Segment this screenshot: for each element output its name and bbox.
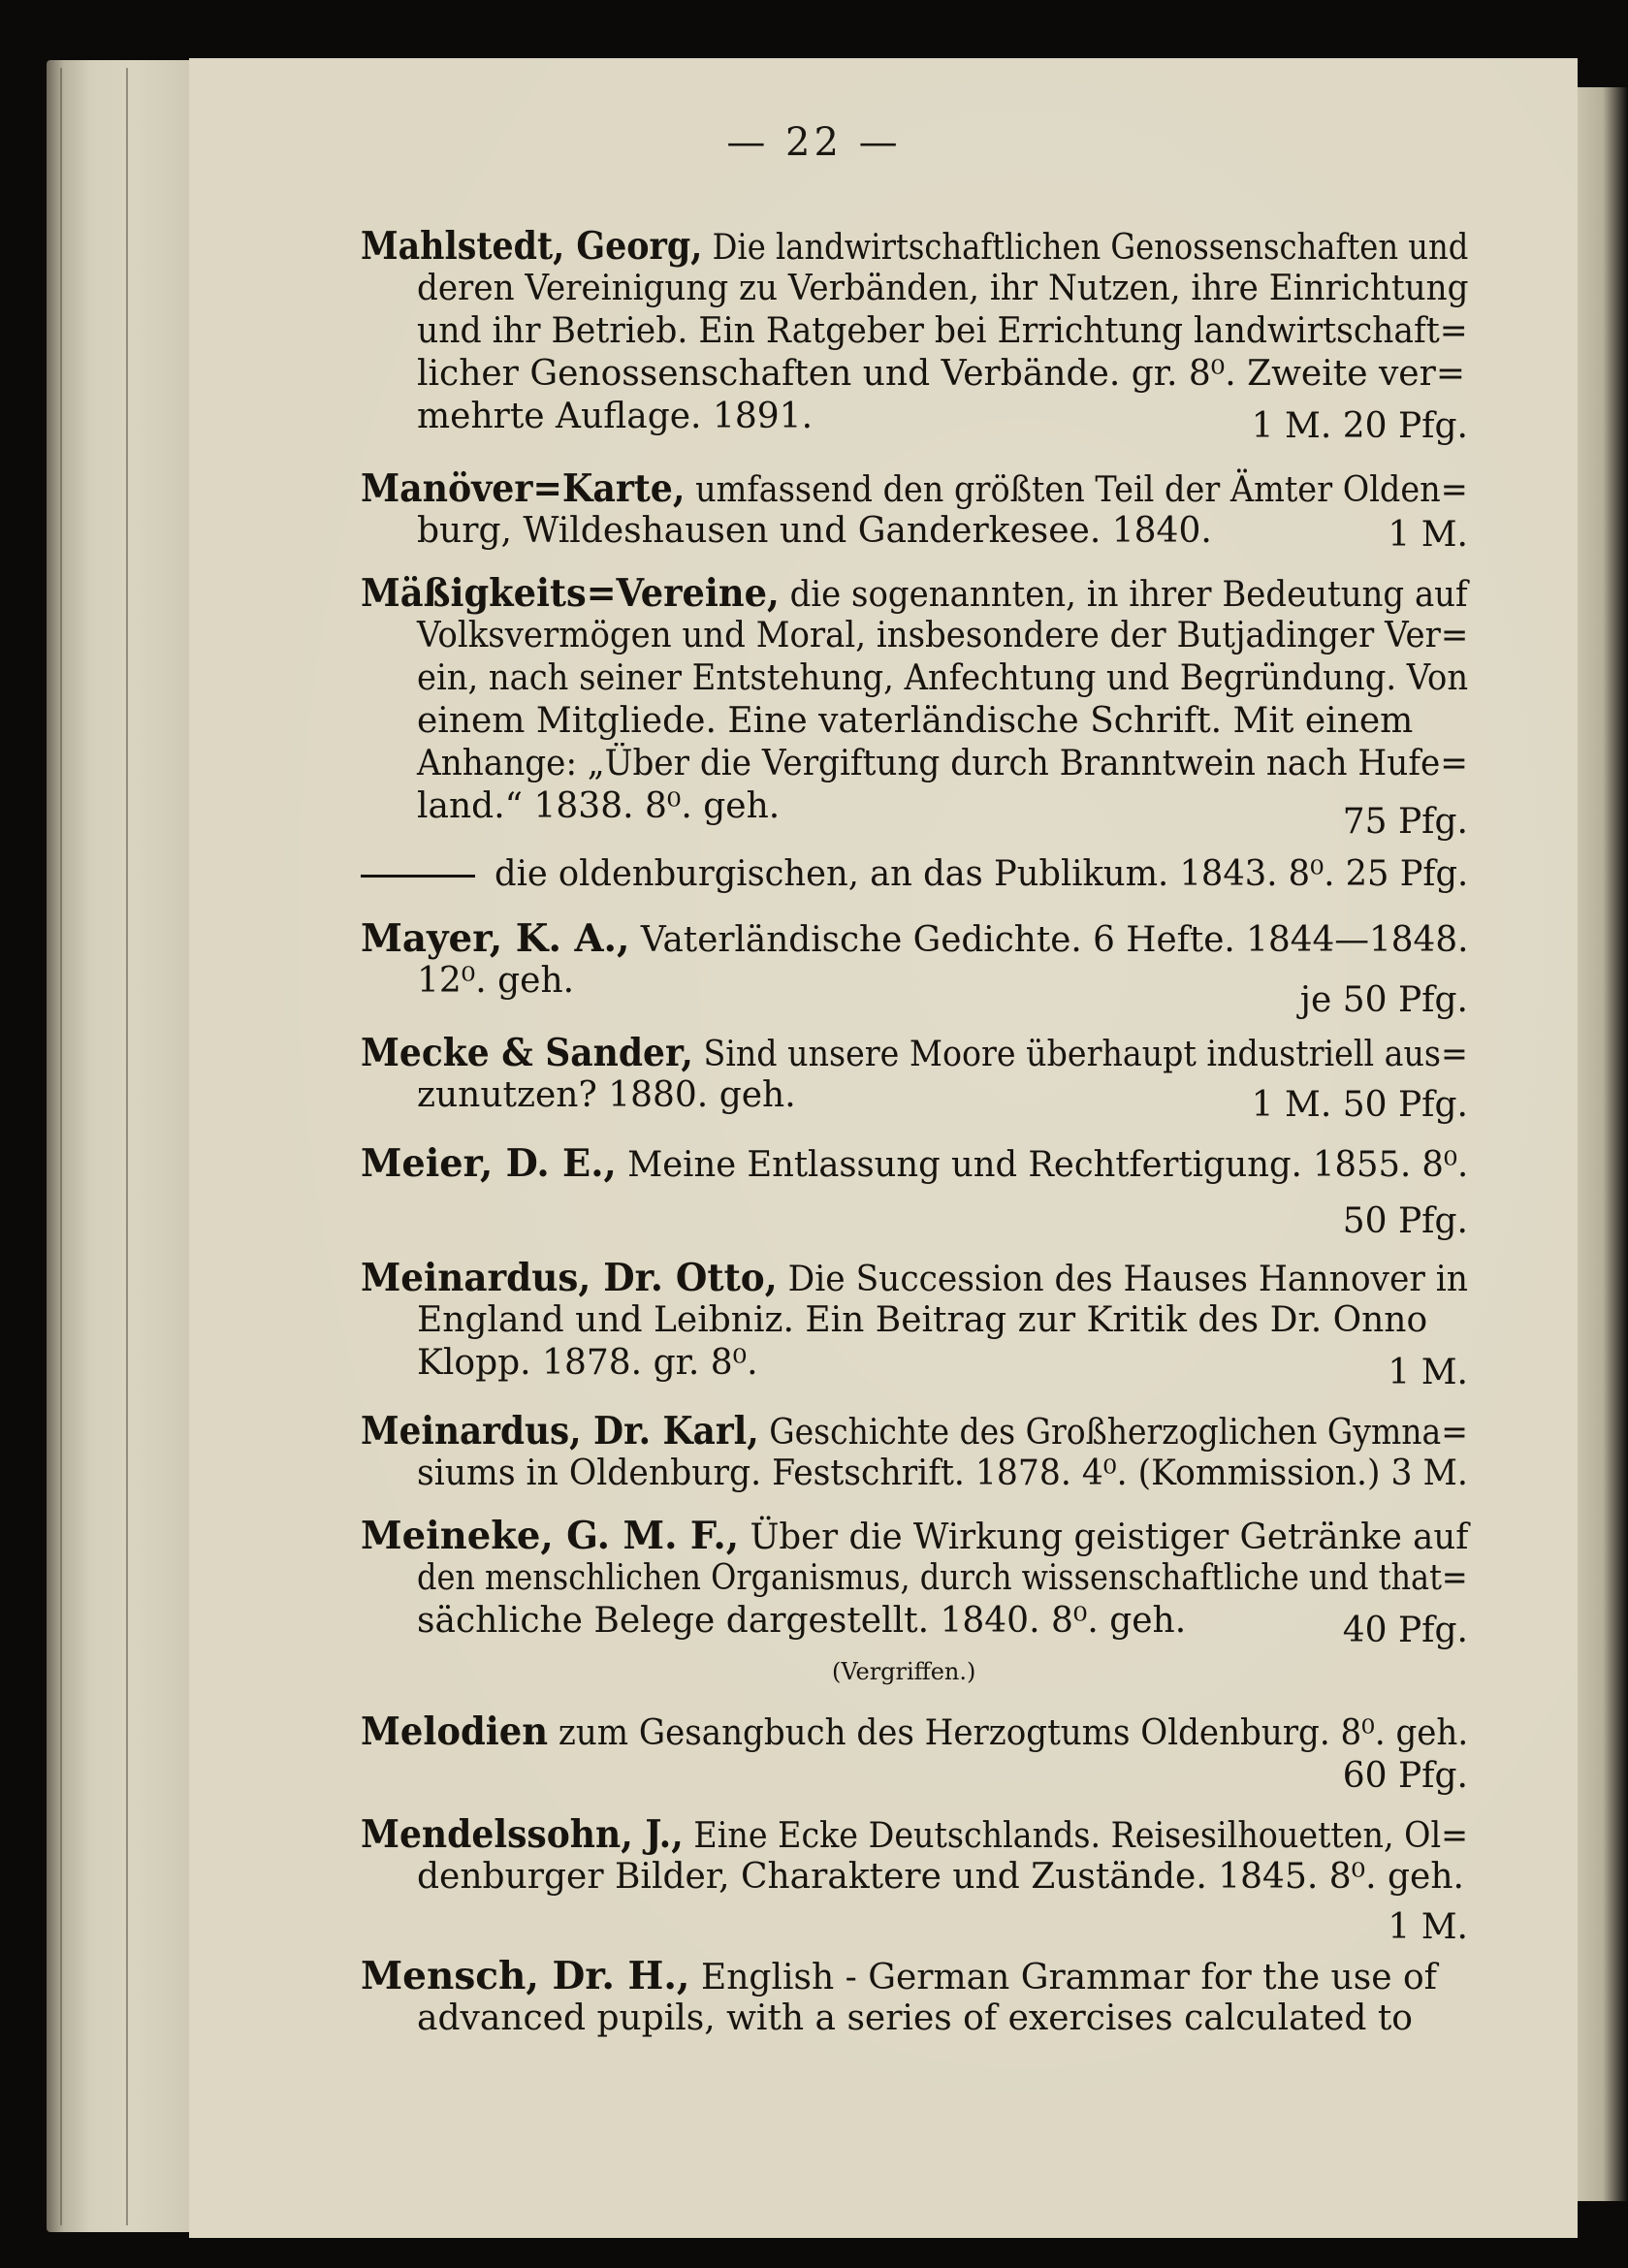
entry-note: (Vergriffen.) <box>832 1658 976 1685</box>
entry-text: English - German Grammar for the use of <box>689 1958 1437 1997</box>
entry-first-line <box>361 1032 1468 1076</box>
entry-text: burg, Wildeshausen und Ganderkesee. 1840. <box>417 511 1212 551</box>
entry-first-line <box>361 1955 1437 1999</box>
entry-text: sächliche Belege dargestellt. 1840. 8⁰. geh. <box>417 1601 1187 1641</box>
entry-price: 75 Pfg. <box>1342 802 1468 842</box>
entry-text: umfassend den größten Teil der Ämter Olden= <box>685 470 1468 510</box>
entry-first-line <box>495 853 1468 896</box>
entry-author: Meineke, G. M. F., <box>361 1514 740 1558</box>
entry-author: Meinardus, Dr. Karl, <box>361 1409 759 1453</box>
entry-first-line <box>361 917 1468 962</box>
entry-author: Meinardus, Dr. Otto, <box>361 1256 778 1300</box>
entry-price: 1 M. <box>1388 1907 1468 1947</box>
entry-line <box>417 510 1212 553</box>
entry-text: Geschichte des Großherzoglichen Gymna= <box>758 1413 1468 1453</box>
entry-first-line <box>361 225 1468 270</box>
entry-line <box>417 1342 758 1385</box>
entry-first-line <box>361 1142 1468 1187</box>
entry-text: Klopp. 1878. gr. 8⁰. <box>417 1343 758 1383</box>
entry-line <box>417 960 574 1003</box>
entry-text: einem Mitgliede. Eine vaterländische Schrift. Mit einem <box>417 701 1414 741</box>
entry-price: 1 M. <box>1388 1353 1468 1392</box>
entry-text: Anhange: „Über die Vergiftung durch Branntwein nach Hufe= <box>417 744 1468 783</box>
entry-line <box>417 1856 1464 1899</box>
entry-author: Mäßigkeits=Vereine, <box>361 571 780 616</box>
entry-line <box>417 743 1468 785</box>
entry-line <box>417 396 813 438</box>
entry-line <box>417 353 1465 396</box>
entry-line <box>417 785 780 828</box>
entry-text: die sogenannten, in ihrer Bedeutung auf <box>779 575 1468 615</box>
entry-text: Eine Ecke Deutschlands. Reisesilhouetten, Ol= <box>683 1816 1469 1856</box>
entry-author: Mendelssohn, J., <box>361 1812 684 1857</box>
entry-author: Mensch, Dr. H., <box>361 1954 690 1998</box>
entry-first-line <box>361 1710 1468 1755</box>
entry-price: 1 M. <box>1388 515 1468 555</box>
entry-text: England und Leibniz. Ein Beitrag zur Kritik des Dr. Onno <box>417 1300 1428 1340</box>
entry-first-line <box>361 1813 1468 1858</box>
entry-text: zum Gesangbuch des Herzogtums Oldenburg. 8⁰. geh. <box>548 1713 1469 1753</box>
ditto-rule <box>361 875 475 878</box>
entry-first-line <box>361 572 1468 617</box>
entry-text: Meine Entlassung und Rechtfertigung. 1855. 8⁰. <box>616 1145 1469 1185</box>
entry-first-line <box>361 467 1468 512</box>
entry-text: advanced pupils, with a series of exercises calculated to <box>417 1998 1413 2038</box>
entry-text: Volksvermögen und Moral, insbesondere der Butjadinger Ver= <box>417 616 1469 655</box>
entry-price: 1 M. 50 Pfg. <box>1251 1085 1468 1125</box>
entry-author: Manöver=Karte, <box>361 466 686 511</box>
entry-text: mehrte Auflage. 1891. <box>417 397 814 436</box>
entry-line <box>417 615 1468 657</box>
entry-text: Vaterländische Gedichte. 6 Hefte. 1844—1848. <box>629 920 1469 960</box>
entry-author: Mahlstedt, Georg, <box>361 224 703 269</box>
entry-line <box>417 268 1468 310</box>
entry-price: 1 M. 20 Pfg. <box>1251 406 1468 446</box>
page-number: — 22 — <box>726 120 902 165</box>
entry-price: je 50 Pfg. <box>1299 980 1468 1020</box>
entry-text: licher Genossenschaften und Verbände. gr. 8⁰. Zweite ver= <box>417 354 1465 394</box>
entry-author: Melodien <box>361 1709 549 1754</box>
entry-author: Meier, D. E., <box>361 1141 617 1186</box>
entry-text: Die landwirtschaftlichen Genossenschaften und <box>702 228 1469 268</box>
entry-text: den menschlichen Organismus, durch wissenschaftliche und that= <box>417 1558 1468 1598</box>
entry-line <box>417 1453 1468 1495</box>
entry-line <box>417 1997 1413 2040</box>
entry-text: Über die Wirkung geistiger Getränke auf <box>739 1517 1469 1557</box>
entry-text: und ihr Betrieb. Ein Ratgeber bei Errichtung landwirtschaft= <box>417 311 1468 351</box>
entry-first-line <box>361 1257 1468 1301</box>
entry-text: Sind unsere Moore überhaupt industriell aus= <box>692 1035 1468 1074</box>
entry-line <box>417 1600 1186 1643</box>
entry-line <box>417 1557 1468 1600</box>
entry-line <box>417 700 1413 743</box>
entry-text: 12⁰. geh. <box>417 961 575 1001</box>
entry-first-line <box>361 1410 1468 1454</box>
entry-text: deren Vereinigung zu Verbänden, ihr Nutzen, ihre Einrichtung <box>417 269 1469 308</box>
entry-line <box>417 310 1468 353</box>
entry-text: land.“ 1838. 8⁰. geh. <box>417 786 781 826</box>
entry-first-line <box>361 1515 1468 1559</box>
entry-text: ein, nach seiner Entstehung, Anfechtung und Begründung. Von <box>417 658 1469 698</box>
entry-text: zunutzen? 1880. geh. <box>417 1075 796 1115</box>
entry-price: 60 Pfg. <box>1342 1756 1468 1796</box>
entry-price: 50 Pfg. <box>1342 1201 1468 1241</box>
entry-text: denburger Bilder, Charaktere und Zustände. 1845. 8⁰. geh. <box>417 1857 1464 1897</box>
entry-text: die oldenburgischen, an das Publikum. 1843. 8⁰. 25 Pfg. <box>495 854 1469 894</box>
entry-line <box>417 657 1468 700</box>
entry-line <box>417 1299 1427 1342</box>
entry-author: Mecke & Sander, <box>361 1031 693 1075</box>
entry-line <box>417 1074 796 1117</box>
entry-text: siums in Oldenburg. Festschrift. 1878. 4⁰. (Kommission.) 3 M. <box>417 1453 1468 1493</box>
entry-price: 40 Pfg. <box>1342 1611 1468 1650</box>
entry-author: Mayer, K. A., <box>361 916 630 961</box>
entry-text: Die Succession des Hauses Hannover in <box>777 1260 1468 1299</box>
